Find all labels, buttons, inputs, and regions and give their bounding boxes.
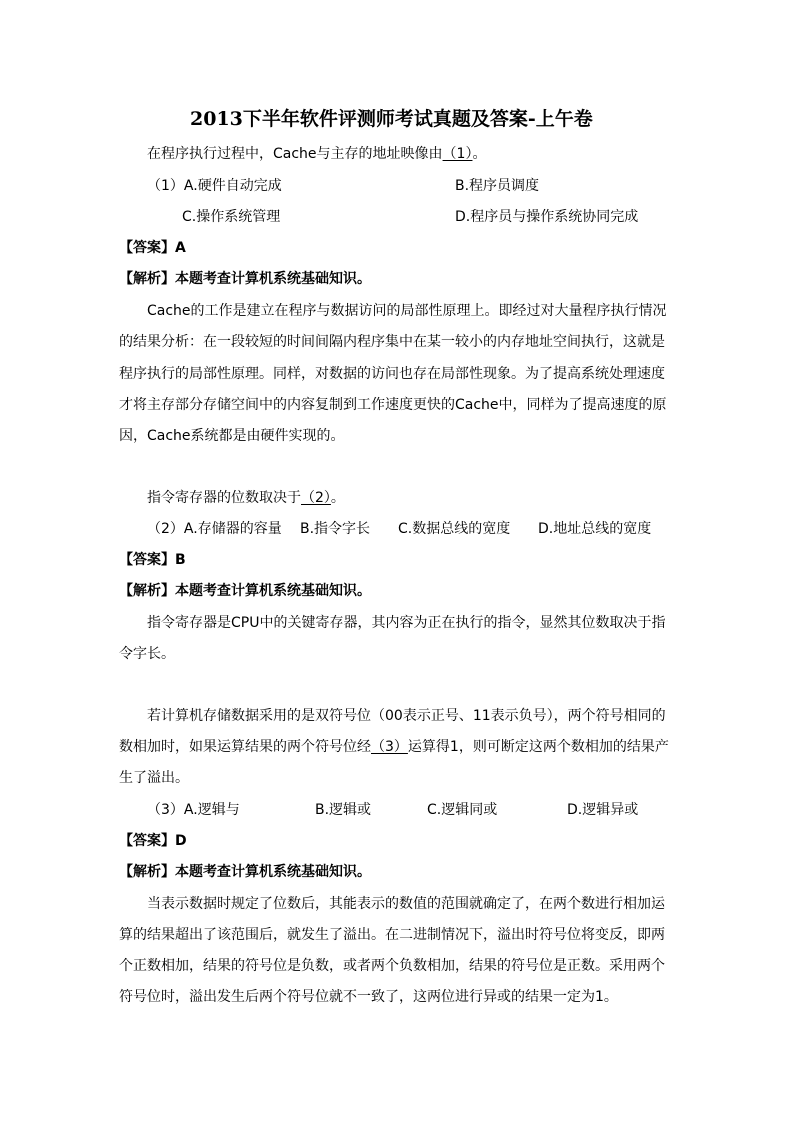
question-3-explanation-line: 个正数相加，结果的符号位是负数，或者两个负数相加，结果的符号位是正数。采用两个	[119, 958, 665, 974]
question-3-explanation-line: 算的结果超出了该范围后，就发生了溢出。在二进制情况下，溢出时符号位将变反，即两	[119, 927, 665, 943]
question-1-stem	[147, 144, 486, 164]
question-3-blank: （3）	[371, 739, 408, 755]
question-2-option-d: D.地址总线的宽度	[538, 521, 652, 537]
question-1-option-d: D.程序员与操作系统协同完成	[455, 209, 639, 225]
question-2-explanation-line: 令字长。	[119, 646, 175, 662]
question-1-option-c: C.操作系统管理	[182, 209, 281, 225]
question-2-explanation-line: 指令寄存器是CPU中的关键寄存器，其内容为正在执行的指令，显然其位数取决于指	[147, 615, 666, 631]
question-2-analysis-heading: 【解析】本题考查计算机系统基础知识。	[119, 583, 371, 599]
question-3-explanation-line: 当表示数据时规定了位数后，其能表示的数值的范围就确定了，在两个数进行相加运	[147, 896, 665, 912]
question-1-option-a: （1）A.硬件自动完成	[147, 178, 282, 194]
question-1-option-b: B.程序员调度	[455, 178, 540, 194]
question-3-stem-text: 数相加时，如果运算结果的两个符号位经	[119, 739, 371, 755]
question-3-option-a: （3）A.逻辑与	[147, 802, 240, 818]
document-title: 2013下半年软件评测师考试真题及答案-上午卷	[190, 108, 593, 130]
question-1-explanation-line: 程序执行的局部性原理。同样，对数据的访问也存在局部性现象。为了提高系统处理速度	[119, 366, 665, 382]
question-2-blank: （2）	[301, 490, 331, 506]
question-2-stem-end: 。	[330, 490, 345, 506]
question-2-option-b: B.指令字长	[300, 521, 371, 537]
question-3-stem-line: 若计算机存储数据采用的是双符号位（00表示正号、11表示负号），两个符号相同的	[147, 708, 666, 724]
question-1-explanation-line: 才将主存部分存储空间中的内容复制到工作速度更快的Cache中，同样为了提高速度的原	[119, 397, 667, 413]
question-1-stem-text: 在程序执行过程中，Cache与主存的地址映像由	[147, 146, 443, 162]
question-1-explanation-line: 的结果分析：在一段较短的时间间隔内程序集中在某一较小的内存地址空间执行，这就是	[119, 334, 665, 350]
question-1-explanation-line: Cache的工作是建立在程序与数据访问的局部性原理上。即经过对大量程序执行情况	[147, 303, 667, 319]
question-3-option-b: B.逻辑或	[315, 802, 372, 818]
question-2-option-a: （2）A.存储器的容量	[147, 521, 282, 537]
question-3-answer: 【答案】D	[119, 833, 187, 849]
question-2-answer: 【答案】B	[119, 552, 186, 568]
question-3-analysis-heading: 【解析】本题考查计算机系统基础知识。	[119, 864, 371, 880]
question-2-option-c: C.数据总线的宽度	[398, 521, 511, 537]
question-1-stem-end: 。	[472, 146, 487, 162]
question-3-option-c: C.逻辑同或	[427, 802, 498, 818]
question-1-explanation-line: 因，Cache系统都是由硬件实现的。	[119, 428, 345, 444]
question-1-analysis-heading: 【解析】本题考查计算机系统基础知识。	[119, 271, 371, 287]
question-1-blank: （1）	[442, 146, 473, 162]
question-3-option-d: D.逻辑异或	[567, 802, 639, 818]
question-3-stem-line: 生了溢出。	[119, 770, 189, 786]
question-3-stem-line	[119, 737, 669, 757]
question-3-explanation-line: 符号位时，溢出发生后两个符号位就不一致了，这两位进行异或的结果一定为1。	[119, 989, 618, 1005]
question-2-stem	[147, 488, 345, 508]
question-2-stem-text: 指令寄存器的位数取决于	[147, 490, 301, 506]
question-1-answer: 【答案】A	[119, 240, 186, 256]
question-3-stem-text-end: 运算得1，则可断定这两个数相加的结果产	[407, 739, 669, 755]
